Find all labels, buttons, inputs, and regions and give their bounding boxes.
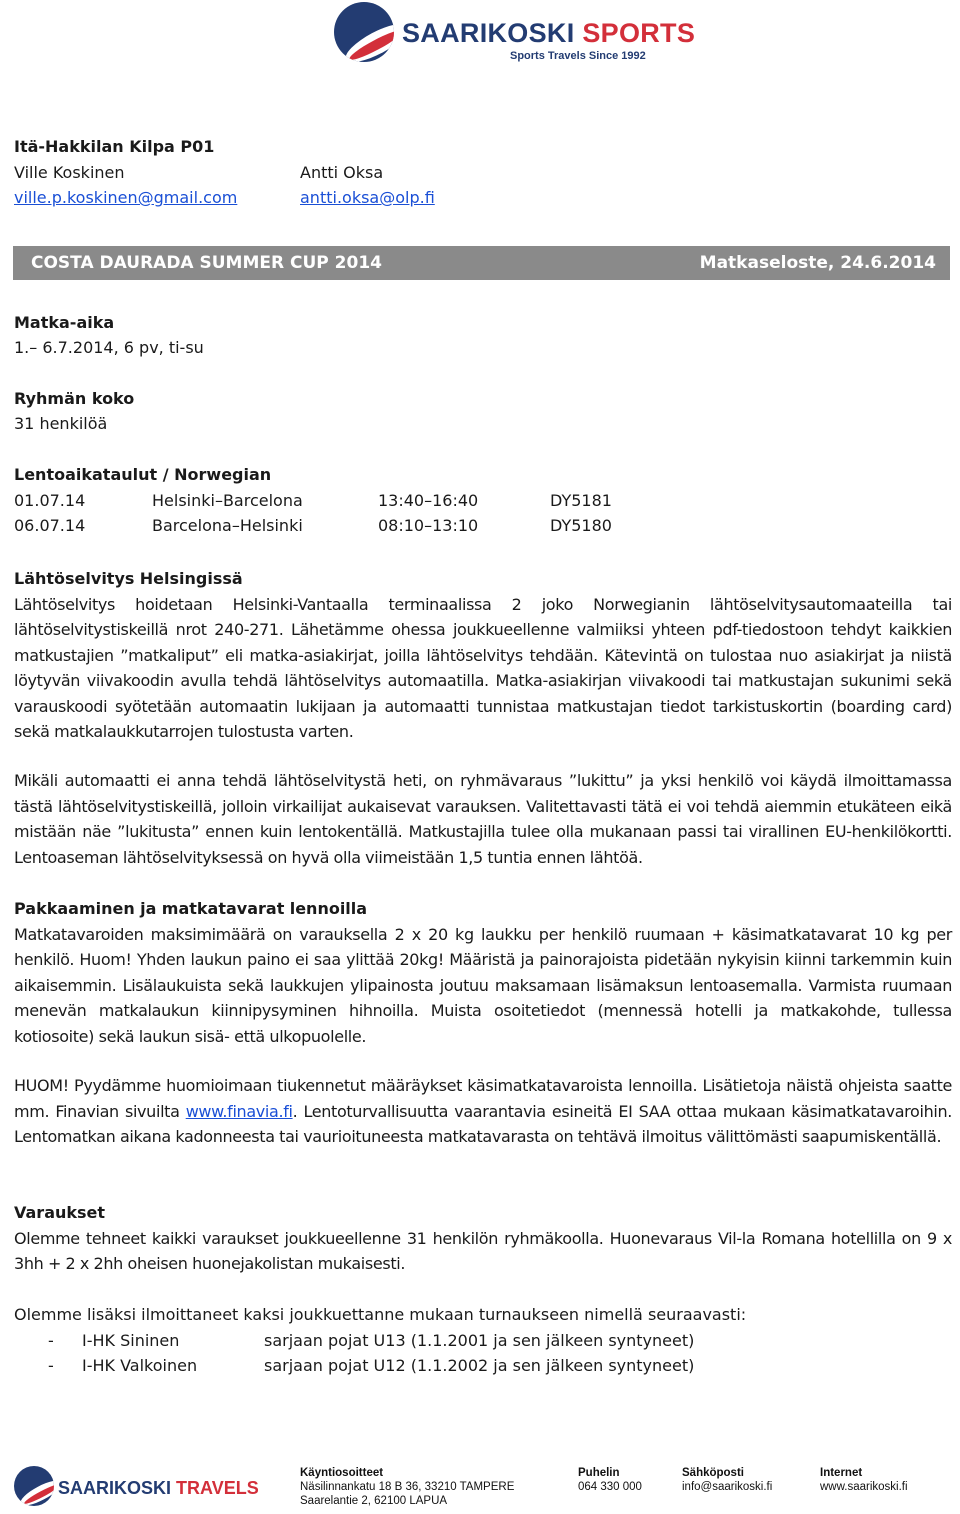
bookings-paragraph-1: Olemme tehneet kaikki varaukset joukkueellenne 31 henkilön ryhmäkoolla. Huonevaraus Vil-la Romana hotellilla on 9 x 3hh + 2 x 2hh oheisen huonejakolistan mukaisesti.	[14, 1228, 952, 1273]
list-dash: -	[48, 1356, 54, 1375]
flight-route: Barcelona–Helsinki	[152, 516, 303, 535]
flight-date: 01.07.14	[14, 491, 86, 510]
bookings-section	[14, 1200, 952, 1277]
packing-section	[14, 896, 952, 1049]
bookings-heading: Varaukset	[14, 1203, 106, 1222]
logo-tagline: Sports Travels Since 1992	[510, 50, 646, 62]
packing-paragraph-2: HUOM! Pyydämme huomioimaan tiukennetut määräykset käsimatkatavaroista lennoilla. Lisätietoja näistä ohjeista saatte mm. Finavian sivuilta www.finavia.fi. Lentoturvallisuutta vaarantavia esineitä EI SAA ottaa mukaan käsimatkatavaroihin. Lentomatkan aikana kadonneesta tai vaurioituneesta matkatavarasta on tehtävä ilmoitus välittömästi saapumiskentällä.	[14, 1076, 952, 1146]
footer-office-tampere: Näsilinnankatu 18 B 36, 33210 TAMPERE	[300, 1481, 515, 1493]
team-name: I-HK Sininen	[82, 1331, 180, 1350]
footer-logo-wordmark: SAARIKOSKI TRAVELS	[58, 1478, 259, 1498]
list-dash: -	[48, 1331, 54, 1350]
footer-email-address[interactable]: info@saarikoski.fi	[682, 1481, 773, 1493]
footer-email	[682, 1466, 772, 1494]
event-name: COSTA DAURADA SUMMER CUP 2014	[31, 253, 382, 273]
flight-route: Helsinki–Barcelona	[152, 491, 303, 510]
footer-phone	[578, 1466, 642, 1494]
flight-number: DY5181	[550, 491, 612, 510]
flight-time: 13:40–16:40	[378, 491, 479, 510]
team-name: I-HK Valkoinen	[82, 1356, 198, 1375]
checkin-heading: Lähtöselvitys Helsingissä	[14, 569, 243, 588]
finavia-link[interactable]: www.finavia.fi	[185, 1101, 293, 1121]
team-series: sarjaan pojat U12 (1.1.2002 ja sen jälkeen syntyneet)	[264, 1356, 695, 1375]
footer-web-heading: Internet	[820, 1467, 863, 1479]
footer-web	[820, 1466, 908, 1494]
contact1-name: Ville Koskinen	[14, 163, 125, 182]
saarikoski-travels-logo	[14, 1466, 259, 1510]
travel-time-value: 1.– 6.7.2014, 6 pv, ti-su	[14, 338, 204, 357]
logo-wordmark: SAARIKOSKI SPORTS	[402, 18, 696, 48]
flight-date: 06.07.14	[14, 516, 86, 535]
bookings-paragraph-2: Olemme lisäksi ilmoittaneet kaksi joukkuettanne mukaan turnaukseen nimellä seuraavasti:	[14, 1305, 747, 1324]
saarikoski-sports-logo	[334, 2, 696, 66]
flights-heading: Lentoaikataulut / Norwegian	[14, 465, 272, 484]
footer-phone-number: 064 330 000	[578, 1481, 642, 1493]
contact2-name: Antti Oksa	[300, 163, 384, 182]
packing-heading: Pakkaaminen ja matkatavarat lennoilla	[14, 899, 368, 918]
footer-logo-emblem-icon	[14, 1466, 54, 1506]
footer-phone-heading: Puhelin	[578, 1467, 620, 1479]
team-series: sarjaan pojat U13 (1.1.2001 ja sen jälkeen syntyneet)	[264, 1331, 695, 1350]
flight-number: DY5180	[550, 516, 612, 535]
group-size-heading: Ryhmän koko	[14, 389, 135, 408]
checkin-section	[14, 566, 952, 745]
group-size-value: 31 henkilöä	[14, 414, 108, 433]
footer-web-address[interactable]: www.saarikoski.fi	[820, 1481, 908, 1493]
travel-time-heading: Matka-aika	[14, 313, 115, 332]
contact2-email-link[interactable]: antti.oksa@olp.fi	[300, 188, 435, 207]
flight-time: 08:10–13:10	[378, 516, 479, 535]
checkin-paragraph-2: Mikäli automaatti ei anna tehdä lähtöselvitystä heti, on ryhmävaraus ”lukittu” ja yksi henkilö voi käydä ilmoittamassa tästä lähtöselvitystiskeillä, jolloin virkailijat aukaisevat varauksen. Valitettavasti tätä ei voi tehdä aiemmin etukäteen eikä mistään näe ”lukitusta” ennen kuin lentokentällä. Matkustajilla tulee olla mukanaan passi tai virallinen EU-henkilökortti. Lentoaseman lähtöselvityksessä on hyvä olla viimeistään 1,5 tuntia ennen lähtöä.	[14, 771, 952, 867]
team-title: Itä-Hakkilan Kilpa P01	[14, 137, 215, 156]
packing-paragraph-1: Matkatavaroiden maksimimäärä on varauksella 2 x 20 kg laukku per henkilö ruumaan + käsimatkatavarat 10 kg per henkilö. Huom! Yhden laukun paino ei saa ylittää 20kg! Määristä ja painorajoista pidetään nykyisin kiinni tarkemmin kuin aikaisemmin. Lisälaukuista sekä laukkujen ylipainosta joutuu maksamaan lisämaksun lentoasemalla. Varmista ruumaan menevän matkalaukun kiinnipysyminen hihnoilla. Muista osoitetiedot (mennessä hotelli ja matkakohde, tullessa kotiosoite) sekä laukun sisä- että ulkopuolelle.	[14, 924, 952, 1046]
event-banner	[13, 246, 950, 280]
footer-offices	[300, 1466, 514, 1508]
footer-office-lapua: Saarelantie 2, 62100 LAPUA	[300, 1495, 448, 1507]
checkin-paragraph-1: Lähtöselvitys hoidetaan Helsinki-Vantaalla terminaalissa 2 joko Norwegianin lähtöselvitysautomaateilla tai lähtöselvitystiskeillä nrot 240-271. Lähetämme ohessa joukkueellenne valmiiksi yhteen pdf-tiedostoon tehdyt kaikkien matkustajien ”matkaliput” eli matka-asiakirjat, joilla lähtöselvitys tehdään. Kätevintä on tulostaa nuo asiakirjat ja niistä löytyvän viivakoodin avulla tehdä lähtöselvitys automaatilla. Matka-asiakirjan viivakoodi tai matkustajan sukunimi sekä varauskoodi syötetään automaatin lukijaan ja automaatti tunnistaa matkustajan tiedot tarkistuskortin (boarding card) sekä matkalaukkutarrojen tulostusta varten.	[14, 594, 952, 741]
logo-emblem-icon	[334, 2, 394, 62]
footer-offices-heading: Käyntiosoitteet	[300, 1467, 384, 1479]
footer-email-heading: Sähköposti	[682, 1467, 744, 1479]
contact1-email-link[interactable]: ville.p.koskinen@gmail.com	[14, 188, 238, 207]
document-date: Matkaseloste, 24.6.2014	[699, 253, 936, 273]
